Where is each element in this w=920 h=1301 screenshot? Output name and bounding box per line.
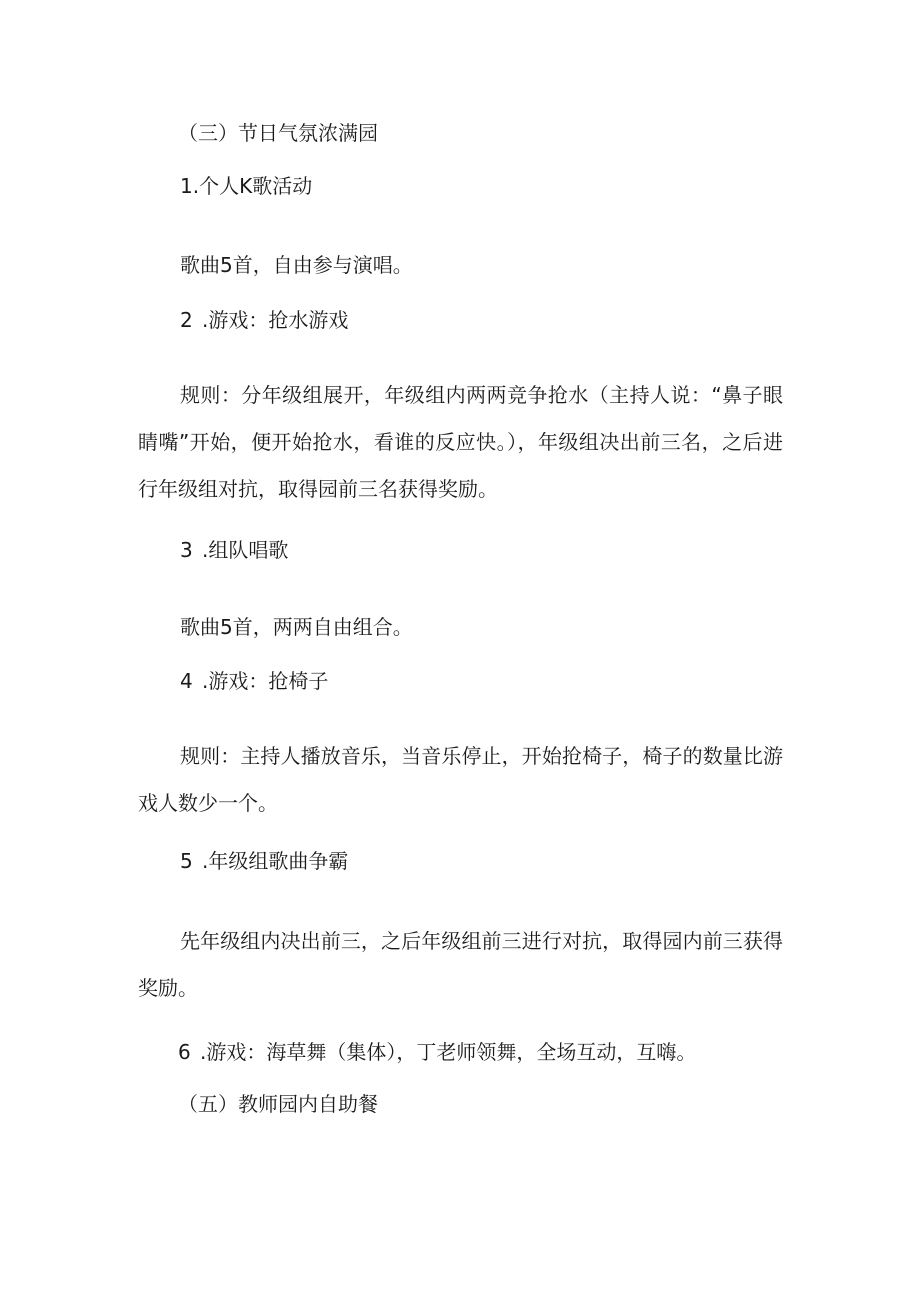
item-5-heading xyxy=(180,848,348,874)
item-2-title: .游戏：抢水游戏 xyxy=(202,308,349,332)
item-1-heading: 1.个人K歌活动 xyxy=(180,174,313,198)
item-5-title: .年级组歌曲争霸 xyxy=(202,849,349,873)
item-2-body: 规则：分年级组展开，年级组内两两竞争抢水（主持人说：“鼻子眼睛嘴”开始，便开始抢水，看谁的反应快。），年级组决出前三名，之后进行年级组对抗，取得园前三名获得奖励。 xyxy=(138,383,783,501)
item-5-body: 先年级组内决出前三，之后年级组前三进行对抗，取得园内前三获得奖励。 xyxy=(138,929,783,1000)
section-heading-3: （三）节日气氛浓满园 xyxy=(178,121,378,145)
item-4-title: .游戏：抢椅子 xyxy=(202,669,329,693)
item-6-number: 6 xyxy=(178,1040,191,1064)
item-6-heading xyxy=(178,1039,696,1065)
item-3-body: 歌曲5首，两两自由组合。 xyxy=(180,615,413,639)
item-4-heading xyxy=(180,668,328,694)
item-2-number: 2 xyxy=(180,308,193,332)
item-3-heading xyxy=(180,537,288,563)
item-5-number: 5 xyxy=(180,849,193,873)
section-heading-5: （五）教师园内自助餐 xyxy=(178,1092,378,1116)
item-1-body: 歌曲5首，自由参与演唱。 xyxy=(180,253,413,277)
item-4-body: 规则：主持人播放音乐，当音乐停止，开始抢椅子，椅子的数量比游戏人数少一个。 xyxy=(138,744,783,815)
item-6-title: .游戏：海草舞（集体），丁老师领舞，全场互动，互嗨。 xyxy=(200,1040,697,1064)
item-4-number: 4 xyxy=(180,669,193,693)
item-3-title: .组队唱歌 xyxy=(202,538,289,562)
item-2-heading xyxy=(180,307,348,333)
item-3-number: 3 xyxy=(180,538,193,562)
